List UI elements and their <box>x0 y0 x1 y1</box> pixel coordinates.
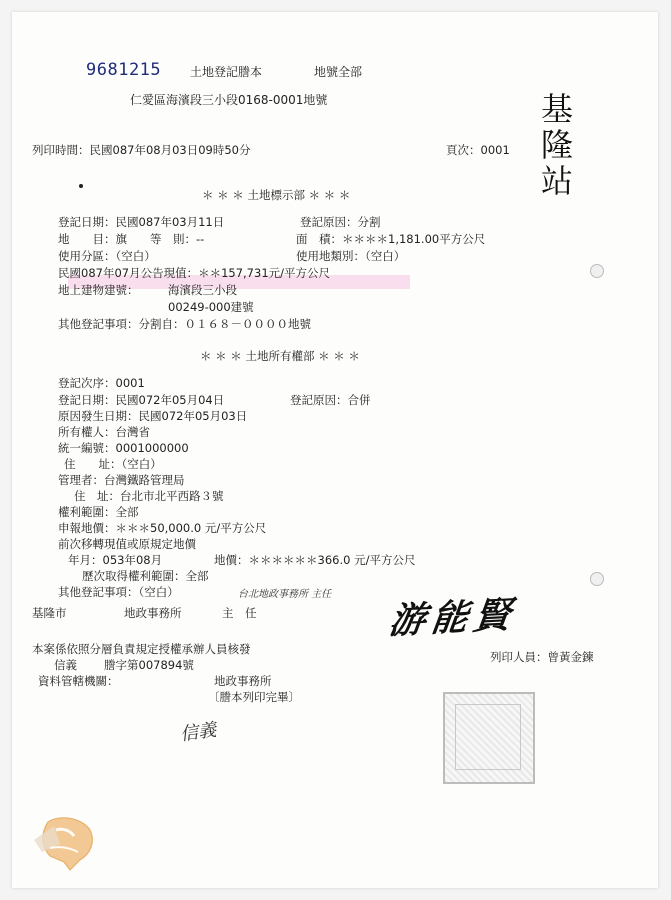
land-grade: 地 目：旗 等 則：-- <box>58 232 205 246</box>
owner-manager: 管理者：台灣鐵路管理局 <box>58 473 185 487</box>
announced-value: 民國087年07月公告現值：＊＊157,731元/平方公尺 <box>58 266 331 280</box>
print-time: 列印時間：民國087年08月03日09時50分 <box>32 143 251 157</box>
punch-hole-icon <box>590 264 604 278</box>
director-note: 台北地政事務所 主任 <box>238 589 332 600</box>
land-area: 面 積：＊＊＊＊1,181.00平方公尺 <box>296 232 486 246</box>
rights-scope: 權利範圍：全部 <box>58 505 139 519</box>
land-use-zone: 使用分區：（空白） <box>58 249 156 263</box>
issuing-chief: 主 任 <box>222 606 257 620</box>
document-number: 9681215 <box>86 60 162 80</box>
parcel-number: 仁愛區海濱段三小段0168-0001地號 <box>130 93 328 107</box>
serial-number: 謄字第007894號 <box>104 658 194 672</box>
owner-reg-date: 登記日期：民國072年05月04日 <box>58 393 225 407</box>
director-signature: 游能賢 <box>386 593 519 643</box>
building-no-1: 海濱段三小段 <box>168 283 237 297</box>
prev-transfer: 前次移轉現值或原規定地價 <box>58 537 196 551</box>
declared-value: 申報地價：＊＊＊50,000.0 元/平方公尺 <box>58 521 267 535</box>
owner-id-no: 統一編號：0001000000 <box>58 441 189 455</box>
verification-note: 本案係依照分層負責規定授權承辦人員核發 <box>32 642 251 656</box>
document-page <box>12 12 658 888</box>
map-watermark-icon <box>20 800 110 886</box>
prev-rights: 歷次取得權利範圍：全部 <box>82 569 209 583</box>
owner-reg-seq: 登記次序：0001 <box>58 376 145 390</box>
owner-address: 住 址：（空白） <box>64 457 162 471</box>
owner-cause-date: 原因發生日期：民國072年05月03日 <box>58 409 248 423</box>
building-no-2: 00249-000建號 <box>168 300 254 314</box>
ink-dot <box>79 184 83 188</box>
owner-name: 所有權人：台灣省 <box>58 425 150 439</box>
issuing-city: 基隆市 <box>32 606 67 620</box>
building-no-label: 地上建物建號： <box>58 283 139 297</box>
db-value: 地政事務所 <box>214 674 272 688</box>
punch-hole-icon <box>590 572 604 586</box>
prev-land-price: 地價：＊＊＊＊＊＊366.0 元/平方公尺 <box>214 553 416 567</box>
office-xinyi: 信義 <box>54 658 77 672</box>
land-reg-reason: 登記原因：分割 <box>300 215 381 229</box>
document-scope: 地號全部 <box>314 65 363 79</box>
land-section-title: ＊ ＊ ＊ 土地標示部 ＊ ＊ ＊ <box>202 188 351 202</box>
handwritten-mark: 信義 <box>178 719 218 746</box>
owner-other-items: 其他登記事項：（空白） <box>58 585 179 599</box>
office-stamp <box>443 692 535 784</box>
owner-section-title: ＊ ＊ ＊ 土地所有權部 ＊ ＊ ＊ <box>200 349 360 363</box>
manager-address: 住 址：台北市北平西路３號 <box>74 489 224 503</box>
prev-year-month: 年月：053年08月 <box>68 553 163 567</box>
db-label: 資料管轄機關： <box>38 674 119 688</box>
document-type: 土地登記謄本 <box>190 65 263 79</box>
land-use-category: 使用地類別：（空白） <box>296 249 406 263</box>
issuing-office: 地政事務所 <box>124 606 182 620</box>
land-other-items: 其他登記事項：分割自：０１６８－００００地號 <box>58 317 311 331</box>
owner-reg-reason: 登記原因：合併 <box>290 393 371 407</box>
land-reg-date: 登記日期：民國087年03月11日 <box>58 215 225 229</box>
end-note: 〔謄本列印完畢〕 <box>208 690 300 704</box>
printer-name: 列印人員：曾黃金鍊 <box>490 650 594 664</box>
page-number: 頁次：0001 <box>446 143 510 157</box>
station-name: 基 隆 站 <box>540 90 573 200</box>
